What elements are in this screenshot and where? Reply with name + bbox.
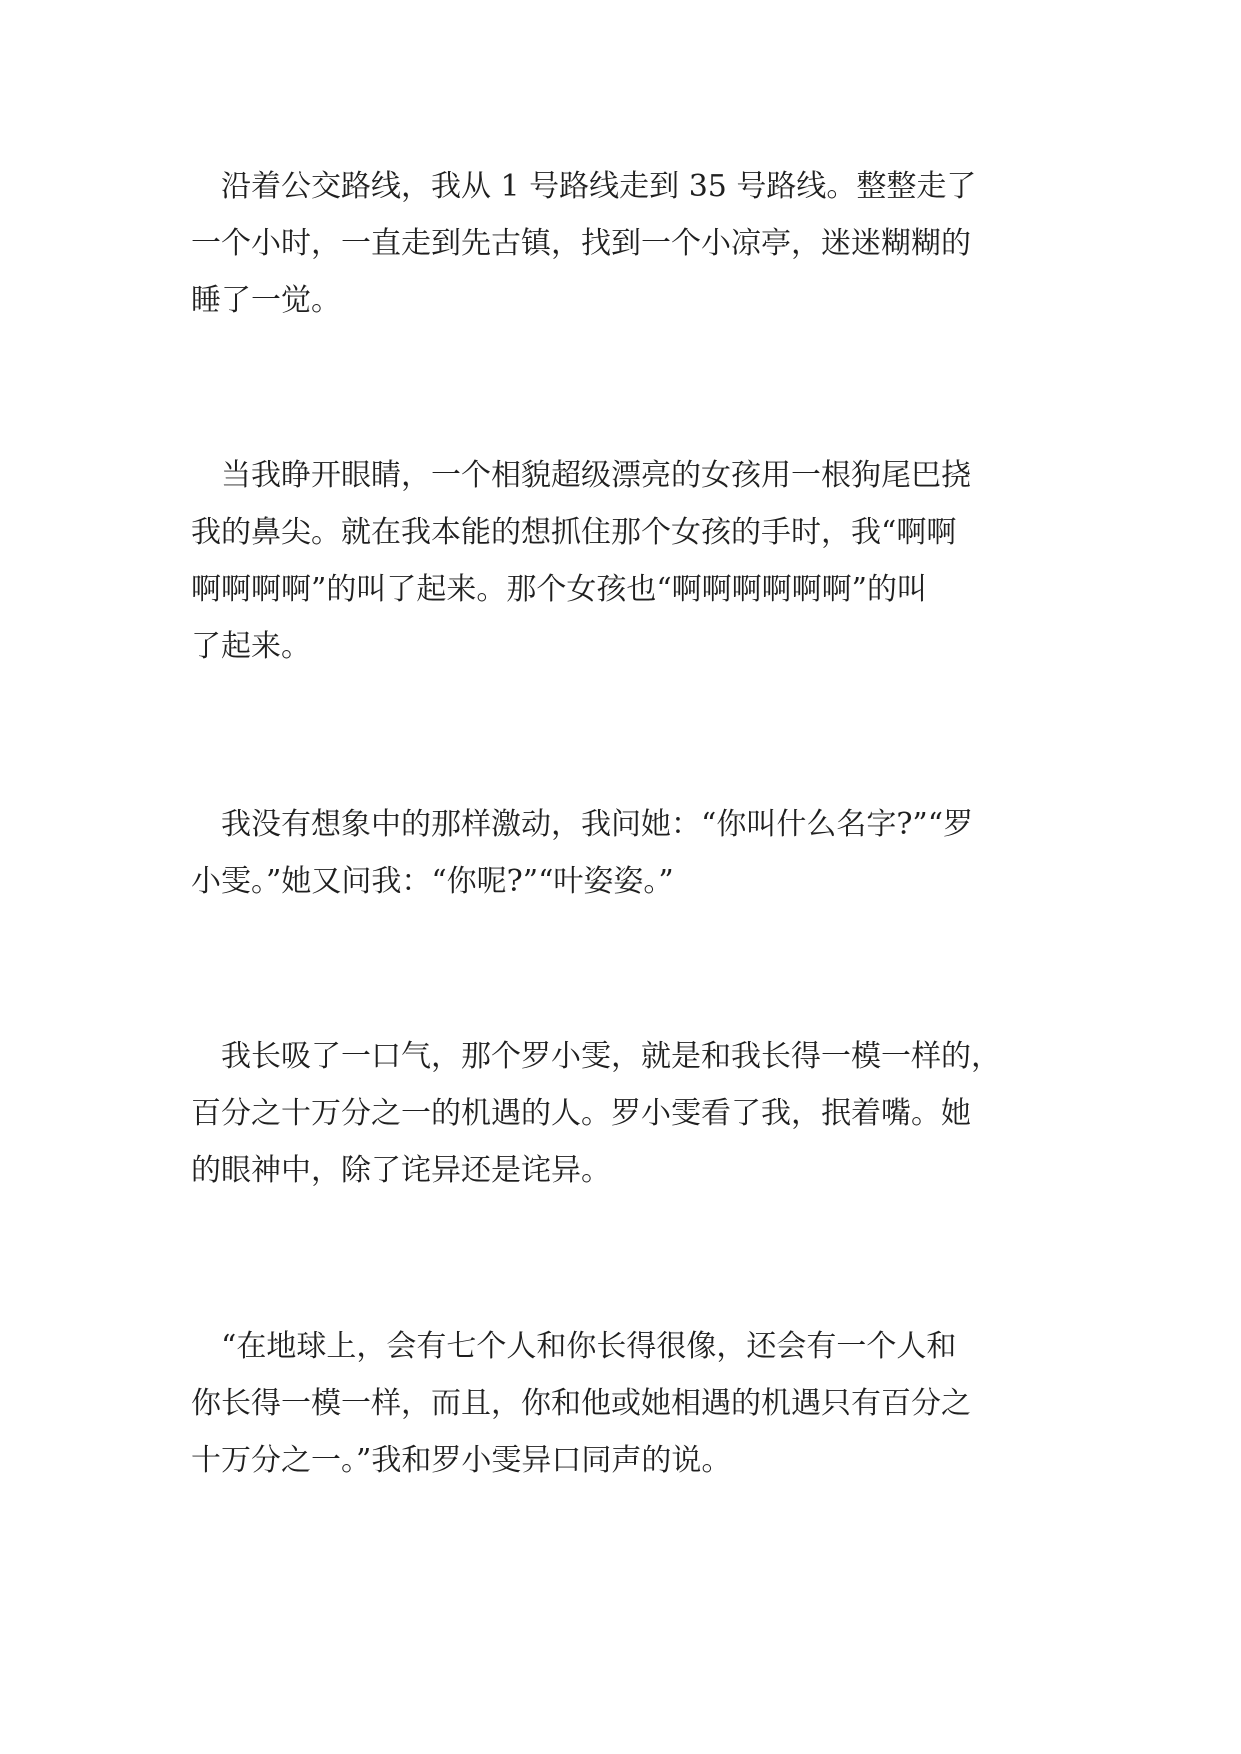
paragraph-line: “在地球上，会有七个人和你长得很像，还会有一个人和 [191, 1329, 957, 1364]
paragraph-4 [191, 1028, 1061, 1199]
paragraph-line: 我长吸了一口气，那个罗小雯，就是和我长得一模一样的， [191, 1039, 1001, 1074]
paragraph-line: 我的鼻尖。就在我本能的想抓住那个女孩的手时，我“啊啊 [191, 515, 957, 550]
paragraph-line: 你长得一模一样，而且，你和他或她相遇的机遇只有百分之 [191, 1386, 971, 1421]
paragraph-2 [191, 447, 1061, 675]
paragraph-1 [191, 158, 1061, 329]
paragraph-line: 我没有想象中的那样激动，我问她：“你叫什么名字?”“罗 [191, 807, 974, 842]
paragraph-line: 当我睁开眼睛，一个相貌超级漂亮的女孩用一根狗尾巴挠 [191, 458, 971, 493]
paragraph-line: 了起来。 [191, 629, 311, 664]
paragraph-line: 沿着公交路线，我从 1 号路线走到 35 号路线。整整走了 [191, 169, 977, 204]
paragraph-3 [191, 796, 1061, 910]
paragraph-5 [191, 1318, 1061, 1489]
paragraph-line: 百分之十万分之一的机遇的人。罗小雯看了我，抿着嘴。她 [191, 1096, 971, 1131]
paragraph-line: 一个小时，一直走到先古镇，找到一个小凉亭，迷迷糊糊的 [191, 226, 971, 261]
paragraph-line: 十万分之一。”我和罗小雯异口同声的说。 [191, 1443, 732, 1478]
paragraph-line: 啊啊啊啊”的叫了起来。那个女孩也“啊啊啊啊啊啊”的叫 [191, 572, 928, 607]
paragraph-line: 的眼神中，除了诧异还是诧异。 [191, 1153, 611, 1188]
paragraph-line: 睡了一觉。 [191, 283, 341, 318]
paragraph-line: 小雯。”她又问我：“你呢?”“叶姿姿。” [191, 864, 674, 899]
